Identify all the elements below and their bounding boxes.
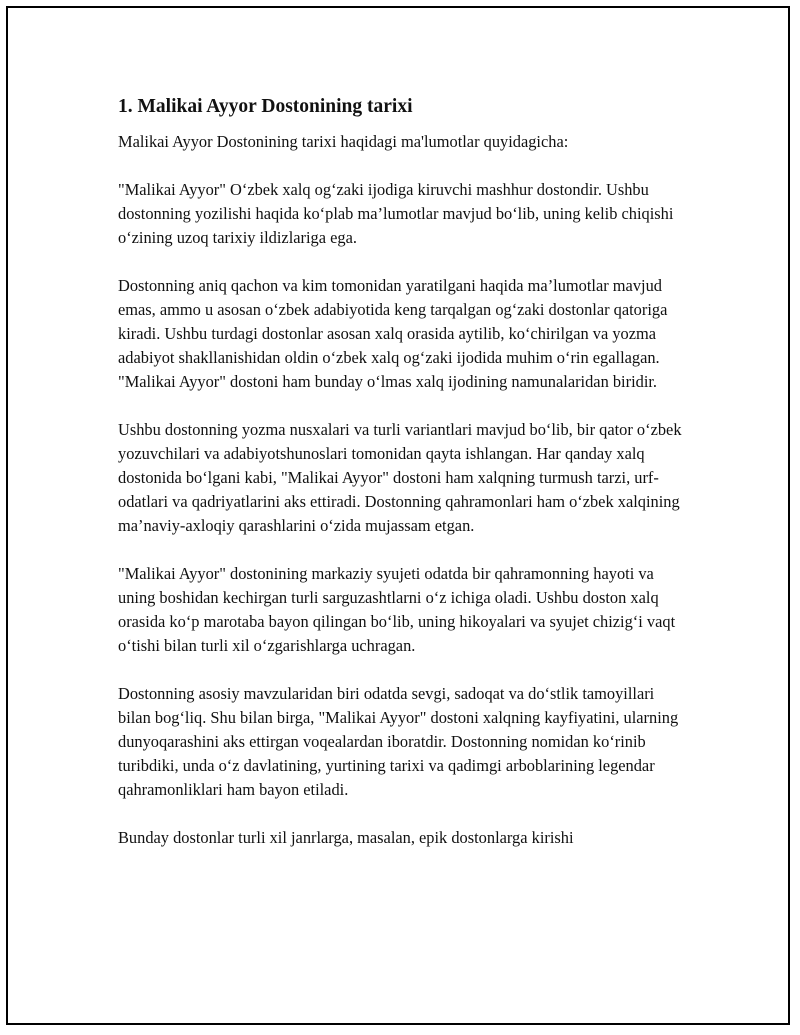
paragraph-themes: Dostonning asosiy mavzularidan biri odatda sevgi, sadoqat va do‘stlik tamoyillari bilan bog‘liq. Shu bilan birga, "Malikai Ayyor" dostoni xalqning kayfiyatini, ularning dunyoqarashini aks ettirgan voqealardan iboratdir. Dostonning nomidan ko‘rinib turibdiki, unda o‘z davlatining, yurtining tarixi va qadimgi arboblarining legendar qahramonliklari ham bayon etiladi. (118, 684, 679, 799)
page-title: 1. Malikai Ayyor Dostonining tarixi (118, 96, 413, 117)
document-body (118, 94, 690, 874)
paragraph-variants: Ushbu dostonning yozma nusxalari va turli variantlari mavjud bo‘lib, bir qator o‘zbek yozuvchilari va adabiyotshunoslari tomonidan qayta ishlangan. Har qanday xalq dostonida bo‘lgani kabi, "Malikai Ayyor" dostoni ham xalqning turmush tarzi, urf-odatlari va qadriyatlarini aks ettiradi. Dostonning qahramonlari ham o‘zbek xalqining ma’naviy-axloqiy qarashlarini o‘zida mujassam etgan. (118, 420, 682, 535)
paragraph-origin: "Malikai Ayyor" O‘zbek xalq og‘zaki ijodiga kiruvchi mashhur dostondir. Ushbu dostonning yozilishi haqida ko‘plab ma’lumotlar mavjud bo‘lib, uning kelib chiqishi o‘zining uzoq tarixiy ildizlariga ega. (118, 180, 674, 247)
paragraph-plot: "Malikai Ayyor" dostonining markaziy syujeti odatda bir qahramonning hayoti va uning boshidan kechirgan turli sarguzashtlarni o‘z ichiga oladi. Ushbu doston xalq orasida ko‘p marotaba bayon qilingan bo‘lib, uning hikoyalari va syujet chizig‘i vaqt o‘tishi bilan turli xil o‘zgarishlarga uchragan. (118, 564, 676, 655)
paragraph-authorship: Dostonning aniq qachon va kim tomonidan yaratilgani haqida ma’lumotlar mavjud emas, ammo u asosan o‘zbek adabiyotida keng tarqalgan og‘zaki dostonlar qatoriga kiradi. Ushbu turdagi dostonlar asosan xalq orasida aytilib, ko‘chirilgan va yozma adabiyot shakllanishidan oldin o‘zbek xalq og‘zaki ijodida muhim o‘rin egallagan. "Malikai Ayyor" dostoni ham bunday o‘lmas xalq ijodining namunalaridan biridir. (118, 276, 668, 391)
paragraph-intro: Malikai Ayyor Dostonining tarixi haqidagi ma'lumotlar quyidagicha: (118, 132, 569, 151)
paragraph-genre: Bunday dostonlar turli xil janrlarga, masalan, epik dostonlarga kirishi (118, 828, 574, 847)
